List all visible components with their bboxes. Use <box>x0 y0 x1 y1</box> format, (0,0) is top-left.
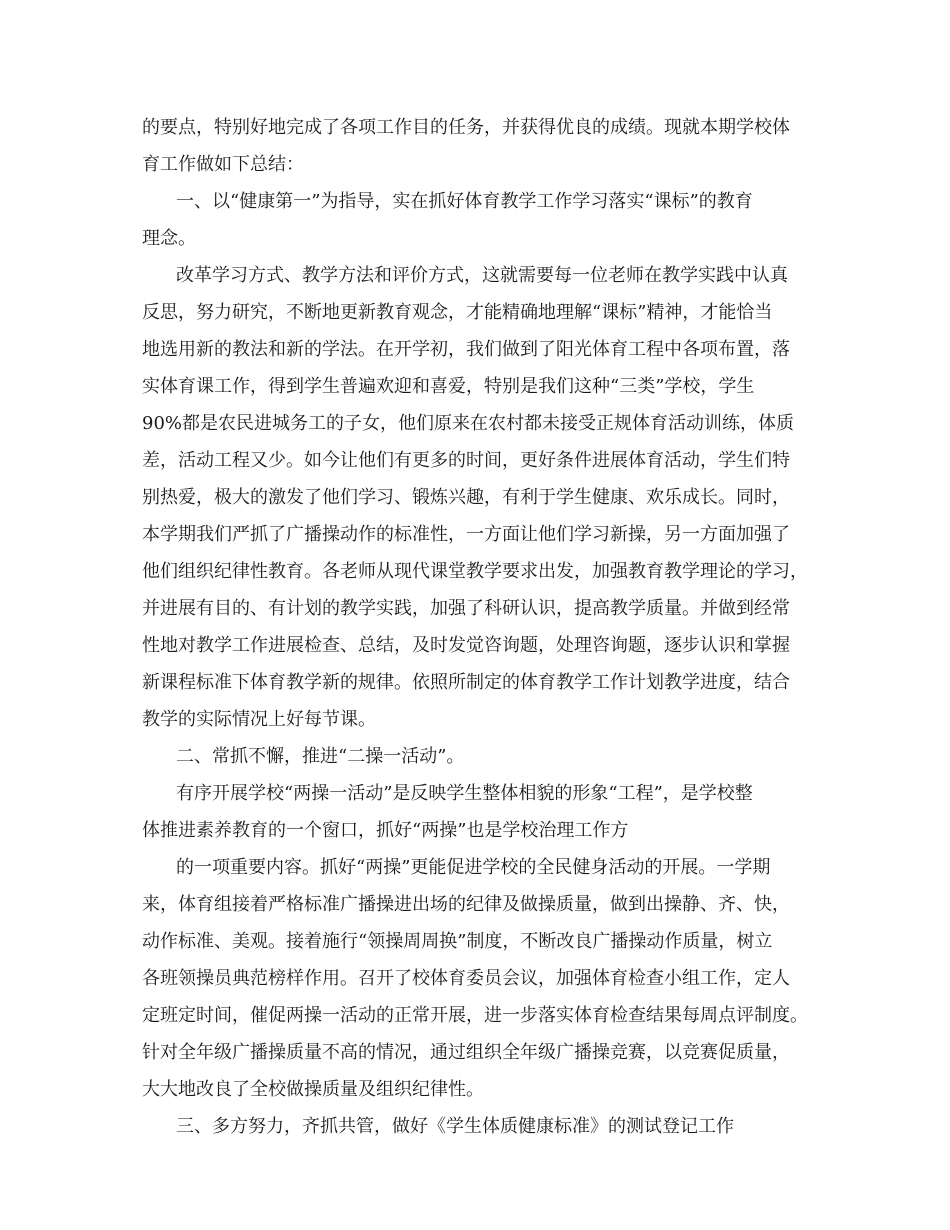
text-line: 地选用新的教法和新的学法。在开学初，我们做到了阳光体育工程中各项布置，落 <box>142 339 790 360</box>
section-heading-3: 三、多方努力，齐抓共管，做好《学生体质健康标准》的测试登记工作 <box>176 1116 734 1137</box>
text-line: 90%都是农民进城务工的子女，他们原来在农村都未接受正规体育活动训练，体质 <box>142 413 795 434</box>
text-line: 差，活动工程又少。如今让他们有更多的时间，更好条件进展体育活动，学生们特 <box>142 450 790 471</box>
text-line: 体推进素养教育的一个窗口，抓好“两操”也是学校治理工作方 <box>142 820 629 841</box>
text-line: 实体育课工作，得到学生普遍欢迎和喜爱，特别是我们这种“三类”学校，学生 <box>142 376 755 397</box>
text-line: 教学的实际情况上好每节课。 <box>142 709 376 730</box>
text-line: 并进展有目的、有计划的教学实践，加强了科研认识，提高教学质量。并做到经常 <box>142 598 790 619</box>
text-line: 有序开展学校“两操一活动”是反映学生整体相貌的形象“工程”，是学校整 <box>176 783 753 804</box>
text-line: 育工作做如下总结： <box>142 154 304 175</box>
text-line: 大大地改良了全校做操质量及组织纪律性。 <box>142 1079 484 1100</box>
text-line: 新课程标准下体育教学新的规律。依照所制定的体育教学工作计划教学进度，结合 <box>142 672 790 693</box>
text-line: 他们组织纪律性教育。各老师从现代课堂教学要求出发，加强教育教学理论的学习， <box>142 561 808 582</box>
text-line: 改革学习方式、教学方法和评价方式，这就需要每一位老师在教学实践中认真 <box>176 265 788 286</box>
text-line: 本学期我们严抓了广播操动作的标准性，一方面让他们学习新操，另一方面加强了 <box>142 524 790 545</box>
text-line: 的一项重要内容。抓好“两操”更能促进学校的全民健身活动的开展。一学期 <box>176 857 771 878</box>
section-heading-2: 二、常抓不懈，推进“二操一活动”。 <box>176 746 465 767</box>
text-line: 理念。 <box>142 228 196 249</box>
text-line: 别热爱，极大的激发了他们学习、锻炼兴趣，有利于学生健康、欢乐成长。同时， <box>142 487 790 508</box>
section-heading-1: 一、以“健康第一”为指导，实在抓好体育教学工作学习落实“课标”的教育 <box>176 191 753 212</box>
text-line: 反思，努力研究，不断地更新教育观念，才能精确地理解“课标”精神，才能恰当 <box>142 302 773 323</box>
text-line: 针对全年级广播操质量不高的情况，通过组织全年级广播操竞赛，以竞赛促质量， <box>142 1042 790 1063</box>
text-line: 来，体育组接着严格标准广播操进出场的纪律及做操质量，做到出操静、齐、快， <box>142 894 790 915</box>
text-line: 动作标准、美观。接着施行“领操周周换”制度，不断改良广播操动作质量，树立 <box>142 931 773 952</box>
text-line: 性地对教学工作进展检查、总结，及时发觉咨询题，处理咨询题，逐步认识和掌握 <box>142 635 790 656</box>
text-line: 的要点，特别好地完成了各项工作目的任务，并获得优良的成绩。现就本期学校体 <box>142 117 790 138</box>
text-line: 定班定时间，催促两操一活动的正常开展，进一步落实体育检查结果每周点评制度。 <box>142 1005 808 1026</box>
text-line: 各班领操员典范榜样作用。召开了校体育委员会议，加强体育检查小组工作，定人 <box>142 968 790 989</box>
